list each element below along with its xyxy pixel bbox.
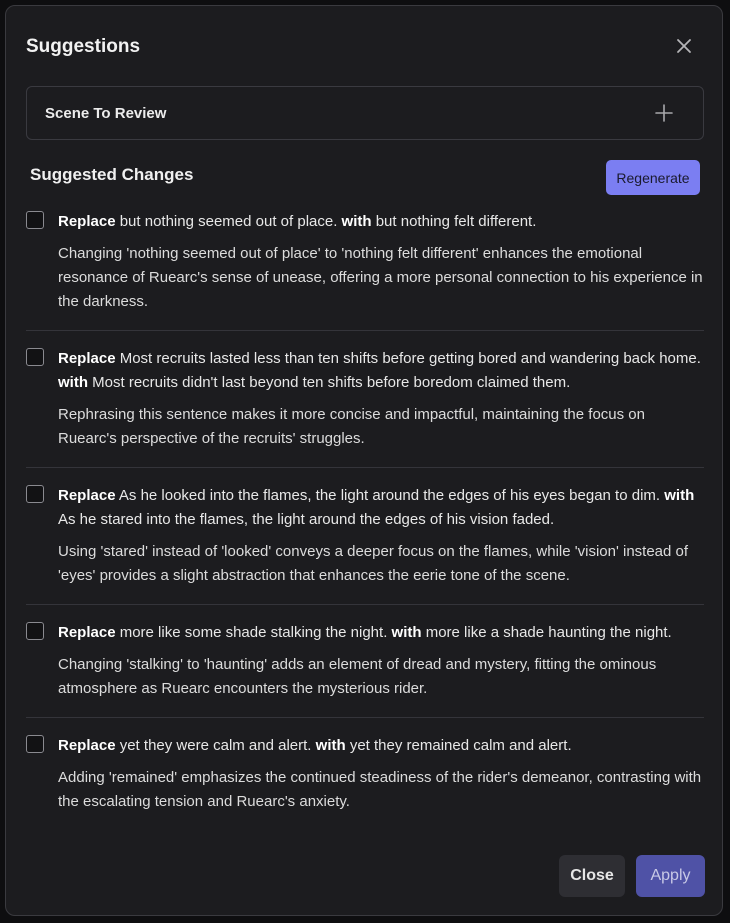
close-icon[interactable] <box>672 34 696 58</box>
suggestion-reason: Changing 'stalking' to 'haunting' adds an element of dread and mystery, fitting the ominous atmosphere as Ruearc encounters the mysterious rider. <box>58 656 657 697</box>
dialog-title: Suggestions <box>26 36 141 57</box>
replace-line <box>58 734 704 758</box>
with-keyword: with <box>315 737 346 754</box>
with-keyword: with <box>58 374 88 391</box>
close-button[interactable]: Close <box>559 855 625 897</box>
with-keyword: with <box>341 213 372 230</box>
replacement-text: more like a shade haunting the night. <box>425 624 672 641</box>
suggestions-dialog <box>5 5 723 916</box>
replace-keyword: Replace <box>58 350 116 367</box>
original-text: more like some shade stalking the night. <box>119 624 388 641</box>
plus-icon[interactable] <box>654 103 674 123</box>
suggestion-item <box>26 331 704 468</box>
suggestion-item <box>26 468 704 605</box>
suggestion-checkbox[interactable] <box>26 735 44 753</box>
replace-keyword: Replace <box>58 487 116 504</box>
suggestion-item <box>26 206 704 331</box>
suggestion-reason: Adding 'remained' emphasizes the continued steadiness of the rider's demeanor, contrasting with the escalating tension and Ruearc's anxiety. <box>58 769 702 810</box>
original-text: As he looked into the flames, the light around the edges of his eyes began to dim. <box>118 487 661 504</box>
replace-keyword: Replace <box>58 624 116 641</box>
replacement-text: As he stared into the flames, the light around the edges of his vision faded. <box>58 511 555 528</box>
suggestions-list <box>26 206 704 830</box>
replacement-text: Most recruits didn't last beyond ten shifts before boredom claimed them. <box>92 374 571 391</box>
with-keyword: with <box>664 487 695 504</box>
replace-line <box>58 621 704 645</box>
suggestion-reason: Using 'stared' instead of 'looked' conveys a deeper focus on the flames, while 'vision' instead of 'eyes' provides a slight abstraction that enhances the eerie tone of the scene. <box>58 543 689 584</box>
suggestion-checkbox[interactable] <box>26 485 44 503</box>
regenerate-button[interactable]: Regenerate <box>606 160 700 195</box>
original-text: but nothing seemed out of place. <box>119 213 338 230</box>
replacement-text: but nothing felt different. <box>375 213 537 230</box>
apply-button[interactable]: Apply <box>636 855 705 897</box>
original-text: Most recruits lasted less than ten shifts before getting bored and wandering back home. <box>119 350 701 367</box>
replace-line <box>58 347 704 395</box>
suggestion-checkbox[interactable] <box>26 622 44 640</box>
suggestion-reason: Rephrasing this sentence makes it more concise and impactful, maintaining the focus on Ruearc's perspective of the recruits' struggles. <box>58 406 645 447</box>
suggestion-item <box>26 718 704 830</box>
replace-line <box>58 210 704 234</box>
suggested-changes-heading: Suggested Changes <box>30 165 194 184</box>
suggestion-reason: Changing 'nothing seemed out of place' to 'nothing felt different' enhances the emotional resonance of Ruearc's sense of unease, offering a more personal connection to his experience in the darkness. <box>58 245 703 310</box>
with-keyword: with <box>391 624 422 641</box>
replace-keyword: Replace <box>58 213 116 230</box>
scene-to-review-accordion[interactable] <box>26 86 704 140</box>
suggestion-checkbox[interactable] <box>26 348 44 366</box>
suggestion-item <box>26 605 704 718</box>
replacement-text: yet they remained calm and alert. <box>349 737 572 754</box>
replace-keyword: Replace <box>58 737 116 754</box>
replace-line <box>58 484 704 532</box>
scene-to-review-label: Scene To Review <box>45 105 167 122</box>
suggestion-checkbox[interactable] <box>26 211 44 229</box>
original-text: yet they were calm and alert. <box>119 737 312 754</box>
